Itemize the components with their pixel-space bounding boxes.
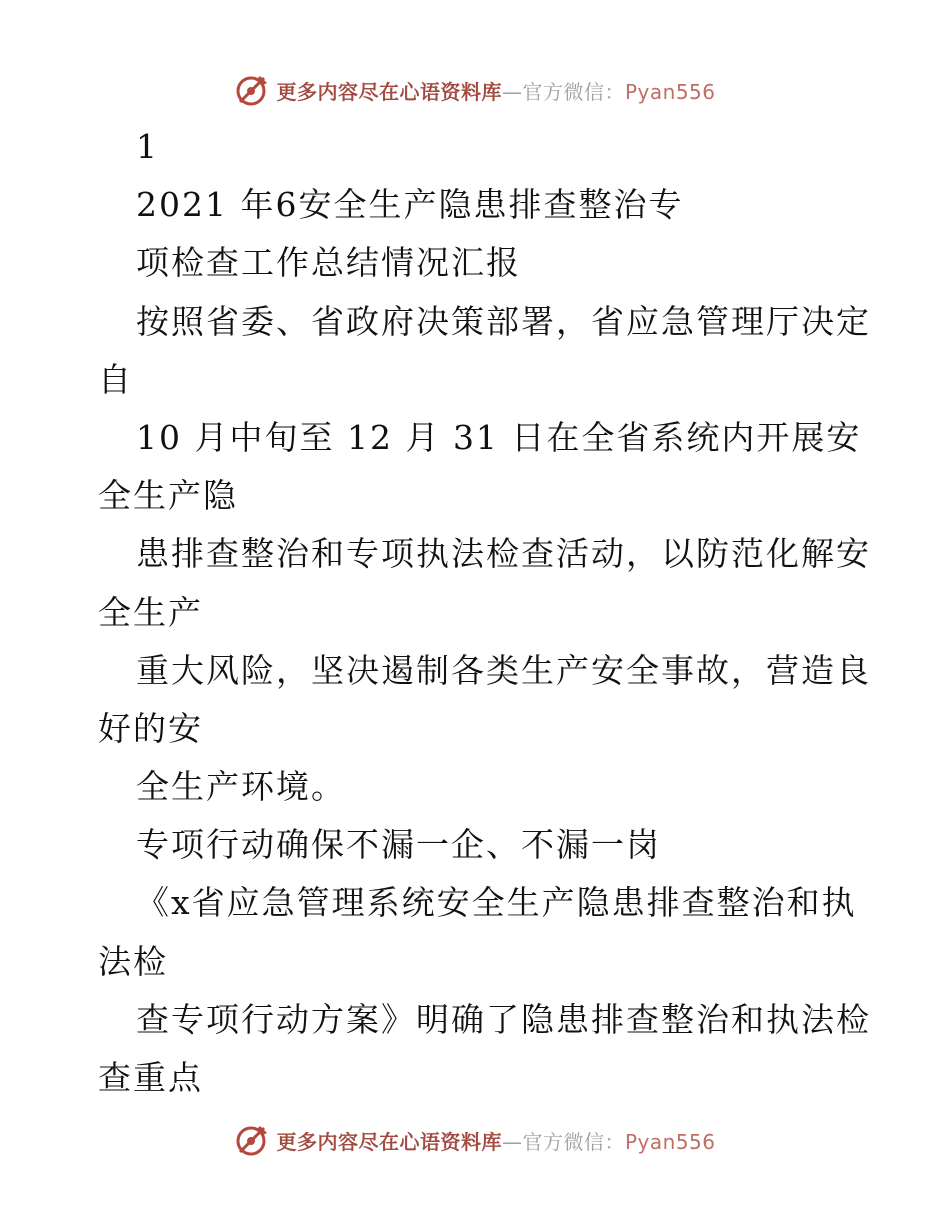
text-line: 查重点 [98,1058,203,1097]
text-line: 重大风险，坚决遏制各类生产安全事故，营造良 [136,650,871,690]
text-line: 10 月中旬至 12 月 31 日在全省系统内开展安 [136,417,862,457]
text-line: 患排查整治和专项执法检查活动，以防范化解安 [136,534,871,574]
text-line: 法检 [98,941,168,981]
watermark-wechat-label: 官方微信： [522,79,625,104]
text-line: 按照省委、省政府决策部署，省应急管理厅决定 [136,301,871,341]
watermark-wechat-id: Pyan556 [624,1129,716,1154]
watermark-text [276,76,715,105]
watermark-dash: — [501,1129,523,1154]
pen-logo-icon [234,72,270,108]
pen-logo-icon [234,1122,270,1158]
text-line: 好的安 [98,708,203,748]
watermark-dash: — [501,79,523,104]
text-line: 项检查工作总结情况汇报 [136,243,521,283]
watermark-header [0,70,950,110]
text-line: 查专项行动方案》明确了隐患排查整治和执法检 [136,999,871,1039]
watermark-wechat-id: Pyan556 [624,79,716,104]
text-line: 1 [136,127,159,166]
watermark-brand: 更多内容尽在心语资料库 [276,79,502,104]
watermark-brand: 更多内容尽在心语资料库 [276,1129,502,1154]
text-line: 《x省应急管理系统安全生产隐患排查整治和执 [136,883,857,923]
text-line: 自 [98,359,133,399]
document-body [98,118,871,1107]
text-line: 专项行动确保不漏一企、不漏一岗 [136,825,661,865]
text-line: 全生产隐 [98,476,238,516]
text-line: 全生产 [98,592,203,632]
text-line: 全生产环境。 [136,767,346,807]
watermark-footer [0,1120,950,1160]
watermark-text [276,1126,715,1155]
text-line: 2021 年6安全生产隐患排查整治专 [136,185,684,225]
watermark-wechat-label: 官方微信： [522,1129,625,1154]
